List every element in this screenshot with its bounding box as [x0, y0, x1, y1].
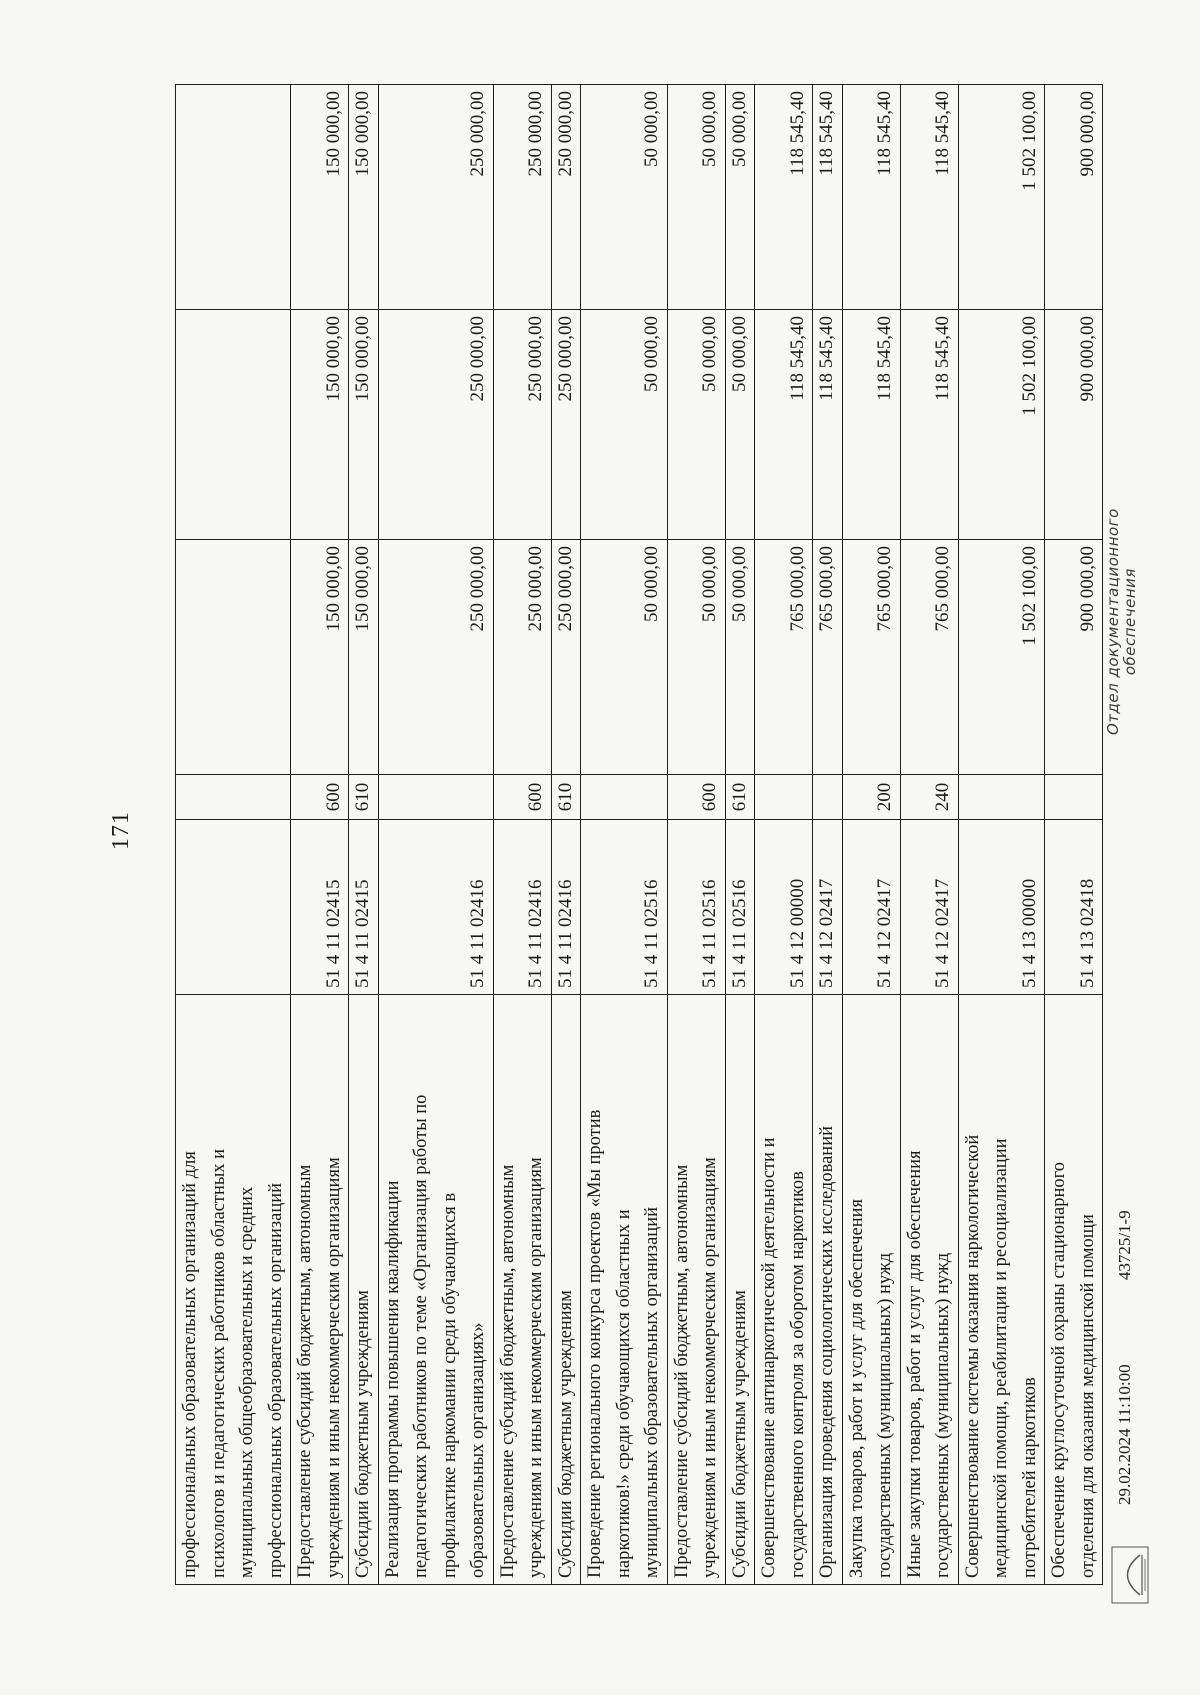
rotated-page — [30, 25, 1170, 1655]
row-amount-year-1: 900 000,00 — [1045, 540, 1103, 775]
row-amount-year-3: 150 000,00 — [291, 85, 349, 310]
row-description: Субсидии бюджетным учреждениям — [349, 995, 379, 1585]
row-amount-year-2: 250 000,00 — [551, 310, 581, 540]
table-row — [667, 85, 725, 1585]
row-target-code: 51 4 12 02417 — [900, 820, 958, 995]
row-amount-year-2: 118 545,40 — [842, 310, 900, 540]
row-expense-type — [755, 775, 813, 820]
row-description: профессиональных образовательных организаций для психологов и педагогических работников областных и муниципальных общеобразовательных и средних профессиональных образовательных организаций — [176, 995, 291, 1585]
row-amount-year-1: 765 000,00 — [842, 540, 900, 775]
table-row — [842, 85, 900, 1585]
row-amount-year-1 — [176, 540, 291, 775]
footer-datetime: 29.02.2024 11:10:00 — [1115, 1364, 1134, 1505]
row-amount-year-2: 50 000,00 — [581, 310, 668, 540]
row-amount-year-1: 150 000,00 — [291, 540, 349, 775]
table-row — [958, 85, 1045, 1585]
row-amount-year-2: 150 000,00 — [349, 310, 379, 540]
page-number: 171 — [108, 811, 134, 850]
row-amount-year-3: 118 545,40 — [900, 85, 958, 310]
row-amount-year-3: 1 502 100,00 — [958, 85, 1045, 310]
row-amount-year-2: 50 000,00 — [725, 310, 755, 540]
row-amount-year-1: 50 000,00 — [581, 540, 668, 775]
row-amount-year-3: 250 000,00 — [551, 85, 581, 310]
row-expense-type — [378, 775, 493, 820]
footer-doc-id: 43725/1-9 — [1115, 1210, 1134, 1281]
row-target-code: 51 4 13 02418 — [1045, 820, 1103, 995]
stamp-line-2: обеспечения — [1121, 568, 1139, 676]
row-description: Реализация программы повышения квалификации педагогических работников по теме «Организация работы по профилактике наркомании среди обучающихся в образовательных организациях» — [378, 995, 493, 1585]
row-amount-year-1: 250 000,00 — [378, 540, 493, 775]
row-description: Закупка товаров, работ и услуг для обеспечения государственных (муниципальных) нужд — [842, 995, 900, 1585]
table-row — [349, 85, 379, 1585]
budget-table — [175, 84, 1103, 1585]
row-expense-type — [813, 775, 843, 820]
table-row — [378, 85, 493, 1585]
row-expense-type: 610 — [349, 775, 379, 820]
row-amount-year-3 — [176, 85, 291, 310]
row-description: Субсидии бюджетным учреждениям — [551, 995, 581, 1585]
row-amount-year-2: 50 000,00 — [667, 310, 725, 540]
row-amount-year-1: 765 000,00 — [813, 540, 843, 775]
row-expense-type: 600 — [291, 775, 349, 820]
row-target-code: 51 4 11 02516 — [667, 820, 725, 995]
row-amount-year-3: 250 000,00 — [378, 85, 493, 310]
row-amount-year-3: 118 545,40 — [842, 85, 900, 310]
row-description: Совершенствование антинаркотической деятельности и государственного контроля за оборотом наркотиков — [755, 995, 813, 1585]
row-amount-year-3: 150 000,00 — [349, 85, 379, 310]
table-row — [493, 85, 551, 1585]
row-target-code: 51 4 12 02417 — [813, 820, 843, 995]
table-row — [900, 85, 958, 1585]
row-amount-year-2 — [176, 310, 291, 540]
row-description: Проведение регионального конкурса проектов «Мы против наркотиков!» среди обучающихся областных и муниципальных образовательных организаций — [581, 995, 668, 1585]
row-expense-type: 240 — [900, 775, 958, 820]
row-expense-type — [1045, 775, 1103, 820]
row-amount-year-3: 118 545,40 — [755, 85, 813, 310]
row-expense-type: 600 — [667, 775, 725, 820]
stamp-line-1: Отдел документационного — [1104, 508, 1122, 735]
row-expense-type: 610 — [551, 775, 581, 820]
row-amount-year-2: 250 000,00 — [493, 310, 551, 540]
table-row — [176, 85, 291, 1585]
row-amount-year-1: 50 000,00 — [725, 540, 755, 775]
row-amount-year-1: 150 000,00 — [349, 540, 379, 775]
row-amount-year-2: 900 000,00 — [1045, 310, 1103, 540]
row-description: Предоставление субсидий бюджетным, автономным учреждениям и иным некоммерческим организациям — [667, 995, 725, 1585]
row-amount-year-3: 900 000,00 — [1045, 85, 1103, 310]
table-row — [755, 85, 813, 1585]
row-amount-year-1: 765 000,00 — [755, 540, 813, 775]
row-amount-year-3: 50 000,00 — [725, 85, 755, 310]
row-target-code — [176, 820, 291, 995]
row-amount-year-1: 1 502 100,00 — [958, 540, 1045, 775]
row-amount-year-2: 150 000,00 — [291, 310, 349, 540]
table-row — [581, 85, 668, 1585]
row-expense-type: 610 — [725, 775, 755, 820]
footer — [1115, 1130, 1135, 1505]
row-target-code: 51 4 11 02415 — [291, 820, 349, 995]
table-row — [551, 85, 581, 1585]
table-row — [813, 85, 843, 1585]
row-expense-type — [176, 775, 291, 820]
row-amount-year-2: 250 000,00 — [378, 310, 493, 540]
row-expense-type — [581, 775, 668, 820]
row-amount-year-1: 250 000,00 — [551, 540, 581, 775]
row-amount-year-1: 250 000,00 — [493, 540, 551, 775]
row-expense-type — [958, 775, 1045, 820]
row-target-code: 51 4 12 02417 — [842, 820, 900, 995]
logo-icon — [1110, 1545, 1150, 1605]
row-amount-year-2: 1 502 100,00 — [958, 310, 1045, 540]
row-description: Предоставление субсидий бюджетным, автономным учреждениям и иным некоммерческим организациям — [291, 995, 349, 1585]
row-target-code: 51 4 11 02415 — [349, 820, 379, 995]
row-target-code: 51 4 11 02516 — [725, 820, 755, 995]
table-row — [291, 85, 349, 1585]
row-description: Организация проведения социологических исследований — [813, 995, 843, 1585]
row-target-code: 51 4 11 02516 — [581, 820, 668, 995]
row-target-code: 51 4 11 02416 — [378, 820, 493, 995]
row-amount-year-3: 50 000,00 — [581, 85, 668, 310]
row-expense-type: 200 — [842, 775, 900, 820]
row-description: Совершенствование системы оказания наркологической медицинской помощи, реабилитации и ресоциализации потребителей наркотиков — [958, 995, 1045, 1585]
table-row — [725, 85, 755, 1585]
row-target-code: 51 4 12 00000 — [755, 820, 813, 995]
row-amount-year-2: 118 545,40 — [813, 310, 843, 540]
row-description: Обеспечение круглосуточной охраны стационарного отделения для оказания медицинской помощи — [1045, 995, 1103, 1585]
row-expense-type: 600 — [493, 775, 551, 820]
row-amount-year-2: 118 545,40 — [900, 310, 958, 540]
row-amount-year-3: 50 000,00 — [667, 85, 725, 310]
row-amount-year-3: 250 000,00 — [493, 85, 551, 310]
row-target-code: 51 4 13 00000 — [958, 820, 1045, 995]
row-target-code: 51 4 11 02416 — [551, 820, 581, 995]
row-description: Субсидии бюджетным учреждениям — [725, 995, 755, 1585]
row-amount-year-1: 765 000,00 — [900, 540, 958, 775]
row-amount-year-3: 118 545,40 — [813, 85, 843, 310]
row-amount-year-1: 50 000,00 — [667, 540, 725, 775]
table-row — [1045, 85, 1103, 1585]
department-stamp — [1105, 508, 1139, 735]
row-description: Предоставление субсидий бюджетным, автономным учреждениям и иным некоммерческим организациям — [493, 995, 551, 1585]
row-description: Иные закупки товаров, работ и услуг для обеспечения государственных (муниципальных) нужд — [900, 995, 958, 1585]
row-target-code: 51 4 11 02416 — [493, 820, 551, 995]
row-amount-year-2: 118 545,40 — [755, 310, 813, 540]
